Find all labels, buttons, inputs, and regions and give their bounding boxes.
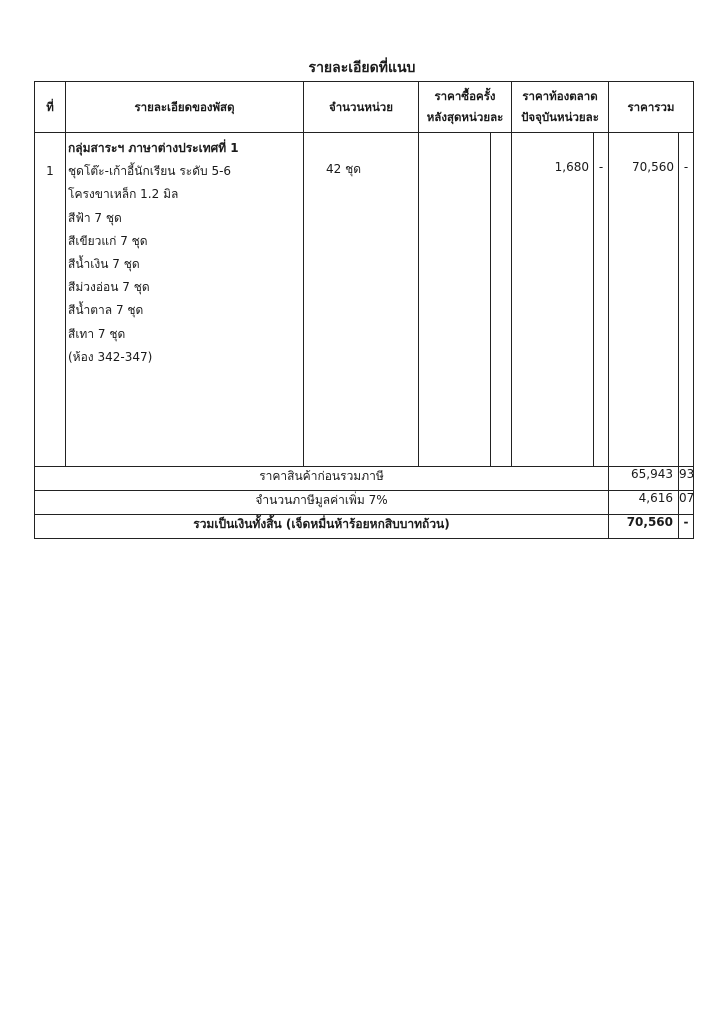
item-quantity: 42 ชุด <box>304 133 419 467</box>
pre-vat-label: ราคาสินค้าก่อนรวมภาษี <box>35 467 609 491</box>
header-last-price <box>419 82 512 133</box>
header-market-price <box>512 82 609 133</box>
item-row <box>35 133 694 467</box>
item-description-line: สีเขียวแก่ 7 ชุด <box>68 233 148 248</box>
item-description-line: (ห้อง 342-347) <box>68 349 153 364</box>
header-no: ที่ <box>35 82 66 133</box>
header-market-price-line1: ราคาท้องตลาด <box>522 89 598 103</box>
pre-vat-baht: 65,943 <box>609 467 679 491</box>
header-total: ราคารวม <box>609 82 694 133</box>
grand-total-label: รวมเป็นเงินทั้งสิ้น (เจ็ดหมื่นห้าร้อยหกสิบบาทถ้วน) <box>35 515 609 539</box>
header-description: รายละเอียดของพัสดุ <box>66 82 304 133</box>
item-description-line: สีฟ้า 7 ชุด <box>68 210 122 225</box>
item-description-line: สีน้ำเงิน 7 ชุด <box>68 256 140 271</box>
item-description-line: สีเทา 7 ชุด <box>68 326 126 341</box>
item-description-line: สีม่วงอ่อน 7 ชุด <box>68 280 150 295</box>
item-no: 1 <box>35 133 66 467</box>
grand-total-row <box>35 515 694 539</box>
item-description-line: ชุดโต๊ะ-เก้าอี้นักเรียน ระดับ 5-6 <box>68 164 232 179</box>
item-last-price-baht <box>419 133 491 467</box>
item-market-price-baht: 1,680 <box>512 133 594 467</box>
pre-vat-row <box>35 467 694 491</box>
vat-satang: 07 <box>679 491 694 515</box>
pre-vat-satang: 93 <box>679 467 694 491</box>
grand-total-baht: 70,560 <box>609 515 679 539</box>
vat-label: จำนวนภาษีมูลค่าเพิ่ม 7% <box>35 491 609 515</box>
page-title: รายละเอียดที่แนบ <box>308 60 416 76</box>
item-total-satang: - <box>679 133 694 467</box>
header-quantity: จำนวนหน่วย <box>304 82 419 133</box>
item-description-line: กลุ่มสาระฯ ภาษาต่างประเทศที่ 1 <box>68 141 239 155</box>
vat-baht: 4,616 <box>609 491 679 515</box>
detail-table <box>34 81 694 539</box>
header-last-price-line2: หลังสุดหน่วยละ <box>426 110 504 124</box>
item-description <box>66 133 304 467</box>
vat-row <box>35 491 694 515</box>
header-market-price-line2: ปัจจุบันหน่วยละ <box>521 110 599 124</box>
header-row <box>35 82 694 133</box>
item-last-price-satang <box>491 133 512 467</box>
item-description-line: โครงขาเหล็ก 1.2 มิล <box>68 187 179 202</box>
item-total-baht: 70,560 <box>609 133 679 467</box>
item-market-price-satang: - <box>594 133 609 467</box>
grand-total-satang: - <box>679 515 694 539</box>
item-description-line: สีน้ำตาล 7 ชุด <box>68 303 144 318</box>
header-last-price-line1: ราคาซื้อครั้ง <box>434 89 496 103</box>
